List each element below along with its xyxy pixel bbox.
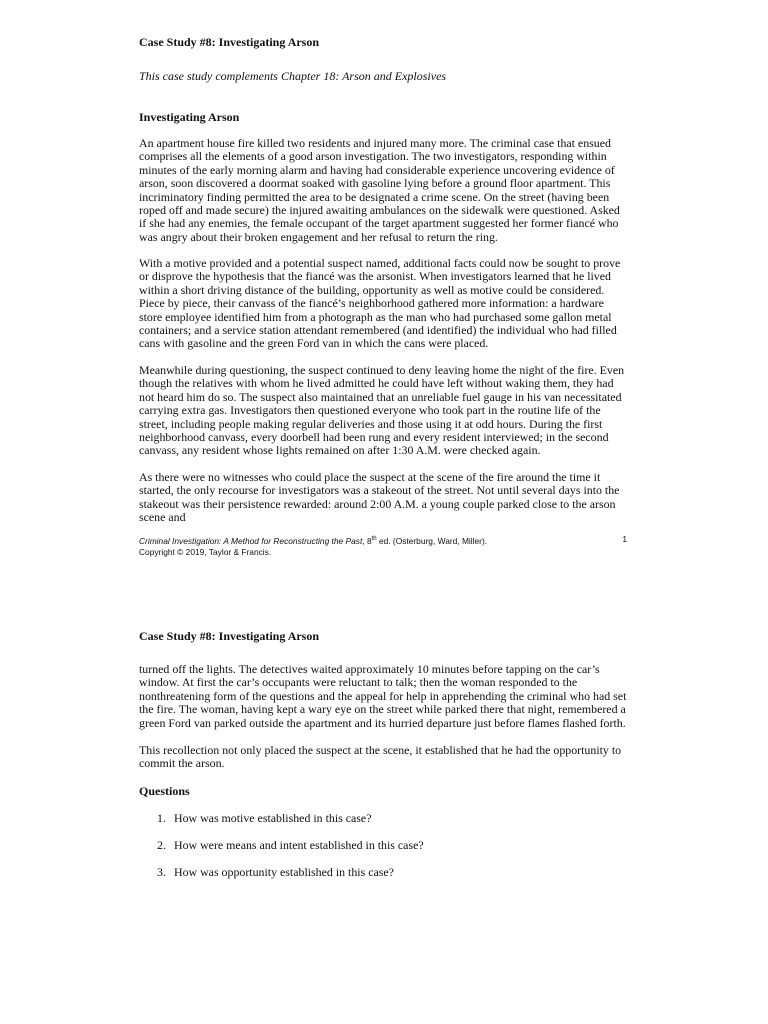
questions-list: [139, 811, 627, 879]
edition-post: ed. (Osterburg, Ward, Miller).: [376, 535, 488, 546]
page-header-title: Case Study #8: Investigating Arson: [139, 629, 320, 643]
question-item: [139, 865, 627, 879]
book-title: Criminal Investigation: A Method for Reconstructing the Past: [139, 535, 363, 546]
question-text: How was opportunity established in this case?: [174, 865, 394, 879]
page-footer: [139, 534, 627, 558]
paragraph-4-block: [139, 471, 627, 525]
chapter-note: This case study complements Chapter 18: Arson and Explosives: [139, 69, 447, 83]
question-number: 1.: [157, 811, 166, 825]
paragraph: This recollection not only placed the suspect at the scene, it established that he had the opportunity to commit the arson.: [139, 743, 622, 771]
page-2: [0, 580, 768, 1024]
questions-heading: Questions: [139, 784, 190, 798]
paragraph-5-block: [139, 663, 627, 730]
paragraph-2-block: [139, 257, 627, 351]
paragraph: With a motive provided and a potential suspect named, additional facts could now be sought to prove or disprove the hypothesis that the fiancé was the arsonist. When investigators learned that he lived within a short driving distance of the building, opportunity as well as motive could be considered. Piece by piece, their canvass of the fiancé’s neighborhood gathered more information: a hardware store employee identified him from a photograph as the man who had purchased some gallon metal containers; and a service station attendant remembered (and identified) the individual who had filled cans with gasoline and the green Ford van in which the cans were placed.: [139, 256, 621, 351]
paragraph-1-block: [139, 137, 627, 244]
copyright-line: Copyright © 2019, Taylor & Francis.: [139, 546, 272, 557]
question-item: [139, 811, 627, 825]
paragraph: As there were no witnesses who could place the suspect at the scene of the fire around the time it started, the only recourse for investigators was a stakeout of the street. Not until several days into the stakeout was their persistence rewarded: around 2:00 A.M. a young couple parked close to the arson scene and: [139, 470, 620, 525]
question-item: [139, 838, 627, 852]
page-number: 1: [622, 534, 627, 544]
question-text: How were means and intent established in this case?: [174, 838, 424, 852]
page-header-title: Case Study #8: Investigating Arson: [139, 35, 320, 49]
section-heading: Investigating Arson: [139, 110, 240, 124]
question-number: 2.: [157, 838, 166, 852]
paragraph: Meanwhile during questioning, the suspect continued to deny leaving home the night of the fire. Even though the relatives with whom he lived admitted he could have left without waking them, they had not heard him do so. The suspect also maintained that an unreliable fuel gauge in his van necessitated carrying extra gas. Investigators then questioned everyone who took part in the routine life of the street, including people making regular deliveries and those using it at odd hours. During the first neighborhood canvass, every doorbell had been rung and every resident interviewed; in the second canvass, any resident whose lights remained on after 1:30 A.M. were checked again.: [139, 363, 625, 458]
edition-superscript: th: [371, 536, 377, 542]
paragraph-6-block: [139, 744, 627, 771]
paragraph: An apartment house fire killed two residents and injured many more. The criminal case that ensued comprises all the elements of a good arson investigation. The two investigators, responding within minutes of the early morning alarm and having had considerable experience uncovering evidence of arson, soon discovered a doormat soaked with gasoline lying before a ground floor apartment. This incriminatory finding permitted the area to be designated a crime scene. On the street (having been roped off and made secure) the injured awaiting ambulances on the sidewalk were questioned. Asked if she had any enemies, the female occupant of the target apartment suggested her former fiancé who was angry about their broken engagement and her refusal to return the ring.: [139, 136, 620, 244]
question-text: How was motive established in this case?: [174, 811, 372, 825]
edition-pre: , 8: [362, 535, 372, 546]
questions-list-block: [139, 811, 627, 892]
paragraph-3-block: [139, 364, 627, 458]
question-number: 3.: [157, 865, 166, 879]
paragraph: turned off the lights. The detectives waited approximately 10 minutes before tapping on the car’s window. At first the car’s occupants were reluctant to talk; then the woman responded to the nonthreatening form of the questions and the appeal for help in apprehending the criminal who had set the fire. The woman, having kept a wary eye on the street while parked there that night, remembered a green Ford van parked outside the apartment and its hurried departure just before flames flashed forth.: [139, 662, 627, 730]
citation-line: [139, 534, 627, 547]
